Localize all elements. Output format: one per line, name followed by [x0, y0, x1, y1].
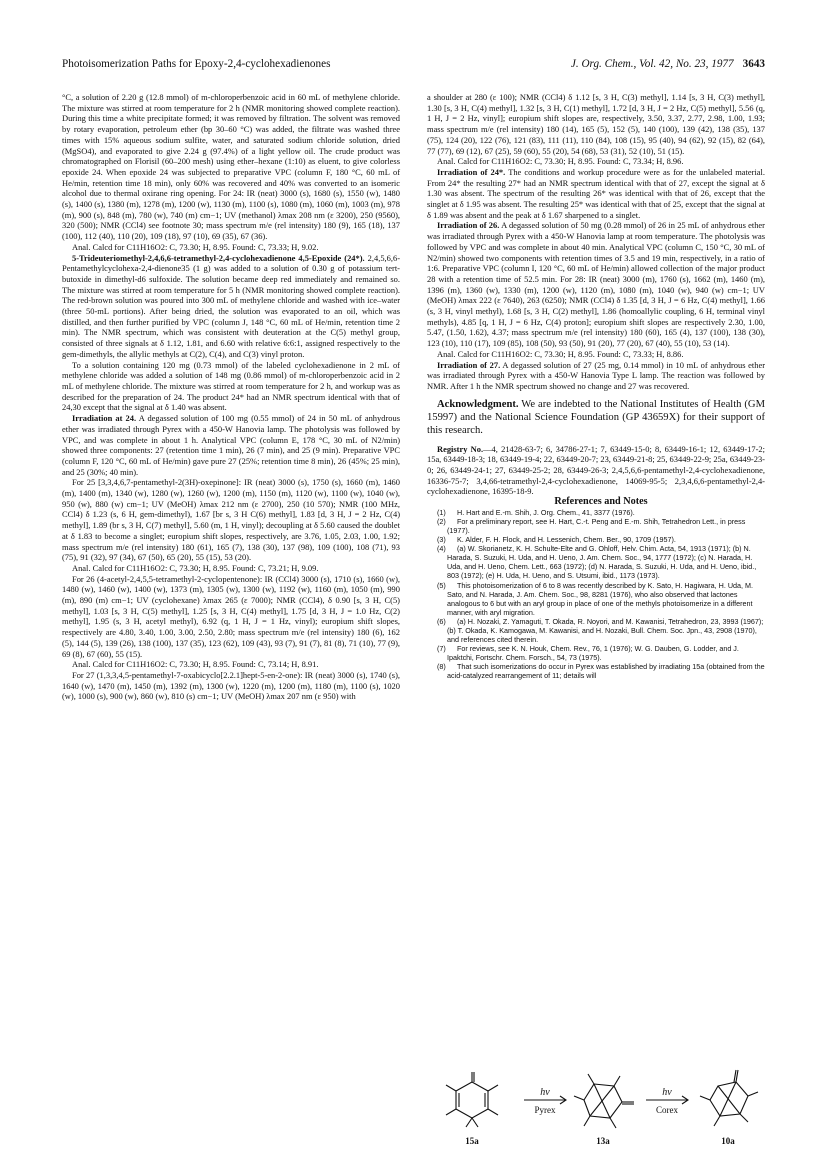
reference-number: (5): [437, 580, 446, 590]
reaction-scheme: [428, 1064, 764, 1148]
compound-label: 15a: [465, 1136, 479, 1146]
section-heading: Irradiation of 27.: [437, 359, 501, 370]
paragraph: Anal. Calcd for C11H16O2: C, 73.30; H, 8.95. Found: C, 73.33; H, 9.02.: [72, 241, 319, 252]
section-heading: Irradiation at 24.: [72, 413, 137, 424]
reference-text: For reviews, see K. N. Houk, Chem. Rev., 76, 1 (1976); W. G. Dauben, G. Lodder, and J. Ipaktchi, Fortschr. Chem. Forsch., 54, 73 (1975).: [447, 644, 739, 663]
paragraph: To a solution containing 120 mg (0.73 mmol) of the labeled cyclohexadienone in 2 mL of methylene chloride was added a solution of 148 mg (0.86 mmol) of m-chloroperbenzoic acid in 2 mL of methylene chloride. The mixture was stirred at room temperature for 2 h, and workup was as described for the preparation of 24. The product 24* had an NMR spectrum identical with that of 24,30 except that the signal at δ 1.40 was absent.: [62, 359, 400, 413]
paragraph: °C, a solution of 2.20 g (12.8 mmol) of m-chloroperbenzoic acid in 60 mL of methylene chloride. The mixture was stirred at room temperature for 2 h (NMR monitoring showed complete reaction). During this time a white precipitate formed; it was removed by filtration. The solvent was removed by rotary evaporation, petroleum ether (bp 30–60 °C) was added, the filtrate was washed three times with 15% aqueous sodium sulfite, water, and saturated sodium chloride solution, dried (MgSO4), and evaporated to give 2.24 g (97.4%) of a light yellow oil. The crude product was chromatographed on Florisil (60–200 mesh) using ether–hexane (1:10) as eluent, to give colorless epoxide 24. When epoxide 24 was subjected to preparative VPC (column F, 180 °C, 60 mL of He/min, retention time 18 min), only 60% was recovered and 40% was converted to an isomeric alcohol due to thermal oxirane ring opening. For 24: IR (neat) 3000 (s), 1680 (s), 1550 (w), 1480 (s), 1400 (s), 1380 (m), 1278 (m), 1200 (w), 1130 (m), 1100 (s), 1080 (m), 1060 (m), 1003 (m), 978 (m), 900 (s), 848 (m), 780 (w), 740 (m) cm−1; UV (methanol) λmax 208 nm (ε 3200), 250 (9560), 320 (500); NMR (CCl4) see footnote 30; mass spectrum m/e (rel intensity) 180 (9), 165 (18), 137 (100), 112 (40), 110 (20), 109 (18), 97 (10), 69 (35), 67 (36).: [62, 92, 400, 242]
reference-number: (6): [437, 616, 446, 626]
arrow2-top-label: hν: [662, 1087, 672, 1098]
right-column: [427, 92, 765, 681]
reference-text: (a) H. Nozaki, Z. Yamaguti, T. Okada, R. Noyori, and M. Kawanisi, Tetrahedron, 23, 3993 (1967); (b) T. Okada, K. Kamogawa, M. Kawanisi, and H. Nozaki, Bull. Chem. Soc. Jpn., 43, 2908 (1970), and references cited therein.: [447, 616, 764, 645]
reference-number: (1): [437, 507, 446, 517]
reference-text: That such isomerizations do occur in Pyrex was established by irradiating 15a (obtained from the acid-catalyzed rearrangement of 11; details will: [447, 662, 765, 681]
paragraph: Anal. Calcd for C11H16O2: C, 73.30; H, 8.95. Found: C, 73.33; H, 8.86.: [437, 348, 684, 359]
paragraph-text: 2,4,5,6,6-Pentamethylcyclohexa-2,4-dienone35 (1 g) was added to a solution of 0.30 g of potassium tert-butoxide in dimethyl-d6 sulfoxide. The solution became deep red immediately and remained so. The mixture was stirred at room temperature for 5 h (NMR monitoring showed complete reaction). The red-brown solution was poured into 300 mL of methylene chloride and washed with ice–water (three 50-mL portions). After being dried, the solution was evaporated to an oil, which was distilled, and then further purified by VPC (column J, 148 °C, 60 mL of He/min, retention time 2 min). The NMR spectrum, which was consistent with deuteration at the C(5) methyl group, consisted of three signals at δ 1.12, 1.81, and 6.60 with relative 6:6:1, assigned respectively to the gem-dimethyls, the allylic methyls at C(2), C(4), and C(3) vinyl proton.: [62, 252, 400, 359]
paragraph: For 25 [3,3,4,6,7-pentamethyl-2(3H)-oxepinone]: IR (neat) 3000 (s), 1750 (s), 1660 (m), 1460 (m), 1400 (m), 1340 (w), 1280 (w), 1260 (w), 1200 (m), 1150 (m), 1120 (w), 1100 (w), 1040 (w), 950 (w), 880 (w) cm−1; UV (MeOH) λmax 212 nm (ε 2700), 250 (10 570); NMR (100 MHz, CCl4) δ 1.23 (s, 6 H, gem-dimethyl), 1.67 [br s, 3 H C(6) methyl], 1.83 [d, 3 H, J = 2 Hz, C(4) methyl], 1.89 (br s, 3 H, C(7) methyl], 5.60 (m, 1 H, vinyl); decoupling at δ 5.60 caused the doublet at δ 1.83 to become a singlet; europium shift slopes, respectively, are 3.76, 1.05, 2.03, 1.00, 1.92; mass spectrum m/e (rel intensity) 180 (61), 165 (7), 138 (30), 137 (98), 109 (100), 108 (71), 93 (75), 91 (32), 97 (34), 67 (50), 65 (20), 55 (15), 53 (20).: [62, 477, 400, 563]
paragraph-text: A degassed solution of 100 mg (0.55 mmol) of 24 in 50 mL of anhydrous ether was irradiated through Pyrex with a 450-W Hanovia lamp. The photolysis was followed by VPC, and was complete in about 1 h. Analytical VPC (column E, 178 °C, 30 mL of N2/min) showed three components: 27 (retention time 1 min), 26 (7 min), and 25 (9 min). Preparative VPC (column F, 120 °C, 60 mL of He/min) gave pure 27 (25%; retention time 8 min), 26 (45%; 25 min), and 25 (30%; 40 min).: [62, 413, 400, 477]
paragraph: [427, 167, 765, 221]
reference-item: [427, 508, 765, 517]
structure-13a: [574, 1074, 634, 1128]
paragraph: Anal. Calcd for C11H16O2: C, 73.30; H, 8.95. Found: C, 73.34; H, 8.96.: [437, 156, 684, 167]
running-title: Photoisomerization Paths for Epoxy-2,4-cyclohexadienones: [62, 58, 331, 70]
paragraph-text: A degassed solution of 50 mg (0.28 mmol) of 26 in 25 mL of anhydrous ether was irradiated through Pyrex with a 450-W Hanovia lamp at room temperature. The photolysis was followed by VPC and was complete in about 40 min. Analytical VPC (column C, 150 °C, 30 mL of N2/min) showed two components with retention times of 3.5 and 19 min, respectively, in a ratio of 1:6. Preparative VPC (column I, 120 °C, 60 mL of He/min) allowed collection of the major product 28 with a retention time of 52.5 min. For 28: IR (neat) 3000 (m), 1760 (s), 1662 (m), 1460 (m), 1396 (m), 1360 (w), 1330 (m), 1200 (w), 1120 (m), 1080 (m), 1040 (w), 940 (w) cm−1; UV (MeOH) λmax 222 (ε 7640), 263 (6250); NMR (CCl4) δ 1.35 [d, 3 H, J = 6 Hz, C(4) methyl], 1.66 (s, 3 H, vinyl methyl), 1.68 [s, 3 H, C(2) methyl], 1.86 (homoallylic coupling, 6 H, terminal vinyl methyls), 4.85 [q, 1 H, J = 6 Hz, C(4) proton]; europium shift slopes are respectively 2.30, 1.00, 5.47, (1.50, 1.62), 4.37; mass spectrum m/e (rel intensity) 180 (60), 165 (4), 137 (100), 138 (30), 123 (10), 110 (17), 109 (85), 108 (50), 93 (50), 91 (20), 77 (20), 67 (40), 55 (10), 53 (14).: [427, 220, 765, 349]
reference-number: (3): [437, 535, 446, 545]
registry-numbers: [427, 444, 765, 498]
registry-heading: Registry No.: [437, 443, 484, 454]
paragraph: Anal. Calcd for C11H16O2: C, 73.30; H, 8.95. Found: C, 73.14; H, 8.91.: [72, 659, 319, 670]
reference-text: H. Hart and E.-m. Shih, J. Org. Chem., 41, 3377 (1976).: [457, 507, 635, 517]
paragraph: [427, 360, 765, 392]
reference-number: (2): [437, 516, 446, 526]
reference-text: K. Alder, F. H. Flock, and H. Lessenich, Chem. Ber., 90, 1709 (1957).: [457, 535, 676, 545]
reference-item: [427, 617, 765, 644]
section-heading: Irradiation of 24*.: [437, 166, 506, 177]
structure-15a: [446, 1072, 498, 1127]
section-heading: 5-Trideuteriomethyl-2,4,6,6-tetramethyl-2,4-cyclohexadienone 4,5-Epoxide (24*).: [72, 252, 365, 263]
page-number: 3643: [742, 58, 765, 70]
reference-item: [427, 544, 765, 580]
section-heading: Irradiation of 26.: [437, 220, 500, 231]
scheme-graphic: [428, 1064, 764, 1148]
page-header: [62, 58, 765, 72]
paragraph: a shoulder at 280 (ε 100); NMR (CCl4) δ 1.12 [s, 3 H, C(3) methyl], 1.14 [s, 3 H, C(3) methyl], 1.30 [s, 3 H, C(4) methyl], 1.32 [s, 3 H, C(1) methyl], 1.72 [d, 3 H, J = 2 Hz, C(5) methyl], 5.56 (q, 1 H, J = 2 Hz, vinyl]; europium shift slopes are, respectively, 3.50, 3.37, 2.77, 2.98, 1.00, 1.93; mass spectrum m/e (rel intensity) 180 (14), 165 (5), 152 (5), 140 (100), 139 (42), 138 (35), 137 (75), 124 (20), 122 (76), 121 (83), 111 (11), 110 (84), 108 (15), 95 (40), 94 (62), 92 (15), 82 (64), 77 (77), 69 (12), 67 (25), 59 (60), 55 (20), 54 (68), 53 (31), 52 (10), 51 (15).: [427, 92, 765, 156]
reference-text: For a preliminary report, see H. Hart, C.-t. Peng and E.-m. Shih, Tetrahedron Lett., in press (1977).: [447, 516, 746, 535]
paragraph: For 27 (1,3,3,4,5-pentamethyl-7-oxabicyclo[2.2.1]hept-5-en-2-one): IR (neat) 3000 (s), 1740 (s), 1640 (w), 1470 (m), 1450 (m), 1392 (m), 1300 (w), 1220 (m), 1200 (m), 1180 (m), 1100 (s), 1020 (w), 1000 (s), 900 (w), 860 (w), 810 (s) cm−1; UV (MeOH) λmax 207 nm (ε 950) with: [62, 669, 400, 702]
paragraph: [427, 220, 765, 348]
reference-item: [427, 644, 765, 662]
paragraph-text: A degassed solution of 27 (25 mg, 0.14 mmol) in 10 mL of anhydrous ether was irradiated through Pyrex with a 450-W Hanovia Type L lamp. The reaction was followed by NMR. After 1 h the NMR spectrum showed no change and 27 was recovered.: [427, 359, 765, 391]
references-list: [427, 508, 765, 681]
reference-item: [427, 535, 765, 544]
arrow2-bottom-label: Corex: [656, 1105, 678, 1115]
reference-item: [427, 517, 765, 535]
reference-text: This photoisomerization of 6 to 8 was recently described by K. Sato, H. Hagiwara, H. Uda, M. Sato, and N. Harada, J. Am. Chem. Soc., 98, 8281 (1976), who also observed that lactones analogous to 6 but with an aryl group in place of one of the methyls photoisomerize in a different manner, with aryl migration.: [447, 580, 754, 617]
acknowledgment: [427, 398, 765, 438]
reference-item: [427, 581, 765, 617]
compound-label: 10a: [721, 1136, 735, 1146]
reference-number: (8): [437, 662, 446, 672]
journal-name: J. Org. Chem., Vol. 42, No. 23, 1977: [570, 58, 734, 70]
acknowledgment-text: We are indebted to the National Institutes of Health (GM 15997) and the National Science Foundation (GP 43659X) for their support of this research.: [427, 398, 765, 437]
reference-number: (4): [437, 544, 446, 554]
structure-10a: [700, 1070, 758, 1126]
paragraph: Anal. Calcd for C11H16O2: C, 73.30; H, 8.95. Found: C, 73.21; H, 9.09.: [72, 562, 319, 573]
compound-label: 13a: [596, 1136, 610, 1146]
arrow1-top-label: hν: [540, 1087, 550, 1098]
acknowledgment-heading: Acknowledgment.: [437, 398, 519, 410]
registry-text: —4, 21428-63-7; 6, 34786-27-1; 7, 63449-15-0; 8, 63449-16-1; 12, 63449-17-2; 15a, 63449-18-3; 18, 63449-19-4; 22, 63449-20-7; 23, 63449-21-8; 25, 63449-22-9; 25a, 63449-23-0; 26, 63449-24-1; 27, 63449-25-2; 28, 63449-26-3; 2,4,5,6,6-pentamethyl-2,4-cyclohexadienone, 16336-75-7; 3,4,66-tetramethyl-2,4-cyclohexadienone, 14069-95-5; 2,3,4,6,6-pentamethyl-2,4-cyclohexadienone, 16395-18-9.: [427, 443, 765, 497]
reference-item: [427, 662, 765, 680]
paragraph: [62, 413, 400, 477]
journal-citation: [571, 58, 765, 70]
reference-number: (7): [437, 644, 446, 654]
left-column: [62, 92, 400, 702]
paragraph: [62, 253, 400, 360]
paragraph-text: The conditions and workup procedure were as for the unlabeled material. From 24* the resulting 27* had an NMR spectrum identical with that of 27, except the signal at δ 1.30 was absent. The spectrum of the resulting 26* was identical with that of 26, except that the singlet at δ 1.95 was absent. The resulting 25* was identical with that of 25, except that the signal at δ 1.89 was absent and the peak at δ 1.67 sharpened to a singlet.: [427, 166, 765, 220]
reference-text: (a) W. Skorianetz, K. H. Schulte-Elte and G. Ohloff, Helv. Chim. Acta, 54, 1913 (1971); (b) N. Harada, S. Suzuki, H. Uda, and H. Ueno, J. Am. Chem. Soc., 94, 1777 (1972); (c) N. Harada, H. Uda, and H. Ueno, Chem. Lett., 663 (1972); (d) N. Harada, S. Suzuki, H. Uda, and H. Ueno, ibid., 803 (1972); (e) H. Uda, H. Ueno, and S. Utsumi, ibid., 1173 (1973).: [447, 544, 757, 581]
arrow1-bottom-label: Pyrex: [534, 1105, 556, 1115]
paragraph: For 26 (4-acetyl-2,4,5,5-tetramethyl-2-cyclopentenone): IR (CCl4) 3000 (s), 1710 (s), 1660 (w), 1480 (w), 1460 (w), 1400 (w), 1373 (m), 1305 (w), 1300 (w), 1192 (w), 1160 (m), 1050 (m), 990 (m), 890 (m) cm−1; UV (cyclohexane) λmax 265 (ε 7000); NMR (CCl4), δ 0.90 [s, 3 H, C(5) methyl], 1.03 [s, 3 H, C(5) methyl], 1.25 [s, 3 H, C(4) methyl], 1.75 [d, 3 H, J = 1.0 Hz, C(2) methyl], 1.95 (s, 3 H, acetyl methyl), 6.92 (q, 1 H, J = 1 Hz, vinyl); europium shift slopes, respectively are 4.80, 3.40, 1.00, 3.00, 2.50, 2.80; mass spectrum m/e (rel intensity) 180 (6), 162 (5), 144 (5), 139 (26), 138 (100), 137 (35), 123 (62), 109 (43), 93 (7), 91 (7), 81 (8), 71 (10), 77 (9), 69 (8), 67 (60), 55 (15).: [62, 573, 400, 659]
references-title: References and Notes: [554, 496, 648, 508]
